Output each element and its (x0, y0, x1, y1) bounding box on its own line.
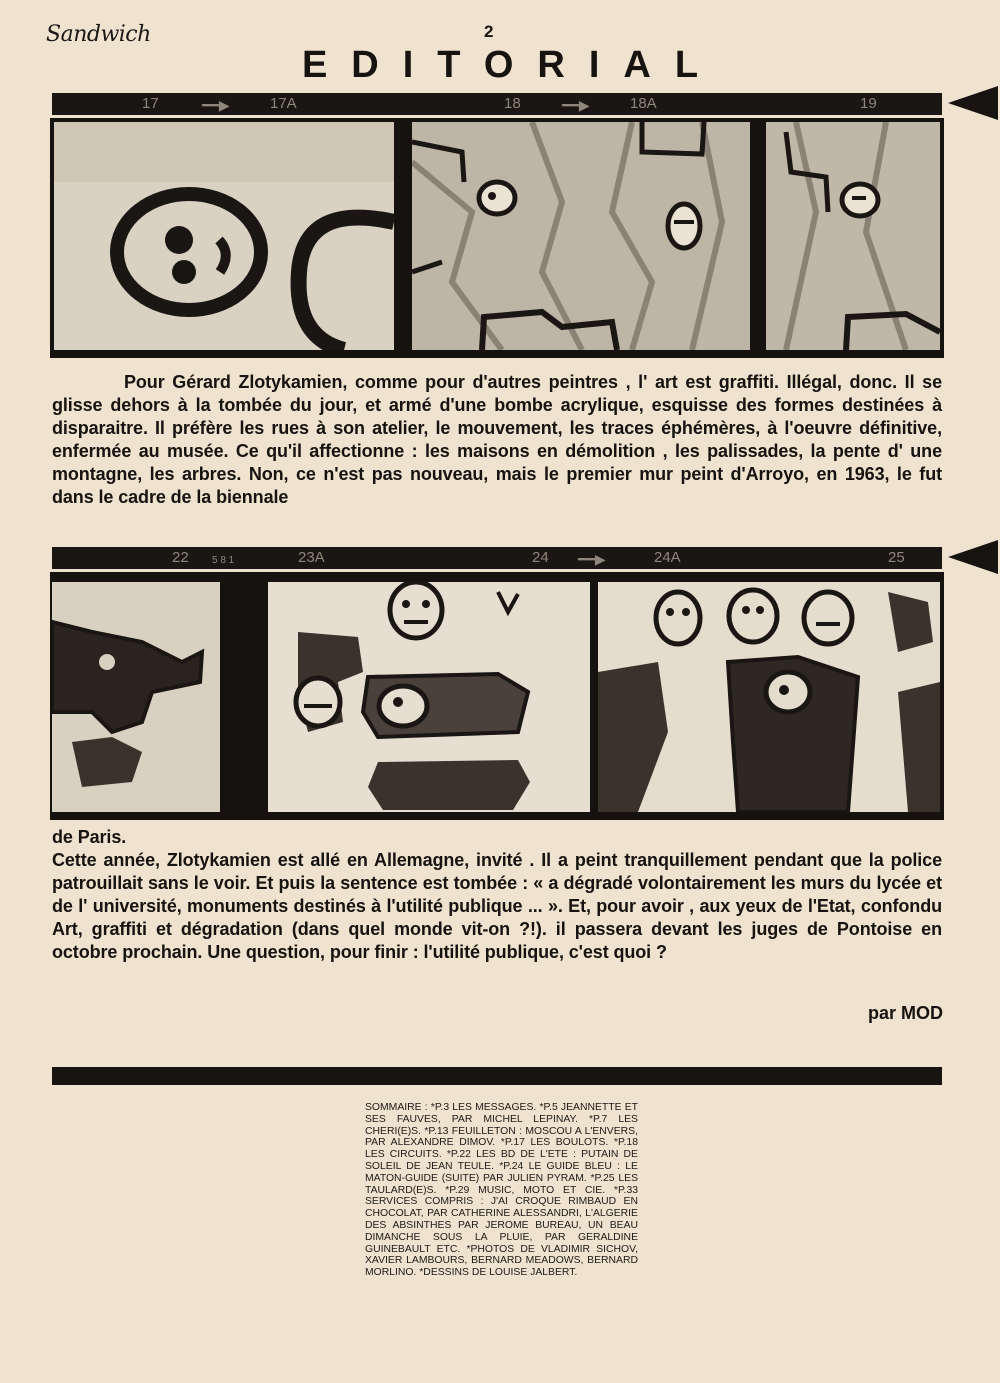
frame-number: 17A (270, 95, 297, 112)
photo-frame-graffiti-faces (268, 582, 590, 812)
article-paragraph-2 (52, 849, 942, 964)
page-title: EDITORIAL (301, 44, 723, 86)
page-number: 2 (484, 22, 494, 41)
photo-frame-graffiti-faces-2 (598, 582, 940, 812)
frame-number: 25 (888, 549, 905, 566)
frame-number: 24 (532, 549, 549, 566)
photo-frame-tree-wall (412, 122, 750, 350)
photo-frame-graffiti-face (54, 122, 394, 350)
magazine-logo: Sandwich (46, 22, 151, 47)
frame-number: 22 (172, 549, 189, 566)
bottom-black-rule (52, 1067, 942, 1085)
article-text: Pour Gérard Zlotykamien, comme pour d'autres peintres , l' art est graffiti. Illégal, donc. Il se glisse dehors à la tombée du jour, et armé d'une bombe acrylique, esquisse des formes destinées à disparaitre. Il préfère les rues à son atelier, le mouvement, les traces éphémères, à l'oeuvre définitive, enfermée au musée. Ce qu'il affectionne : les maisons en démolition , les palissades, la pente d' une montagne, les arbres. Non, ce n'est pas nouveau, mais le premier mur peint d'Arroyo, en 1963, le fut dans le cadre de la biennale (52, 372, 942, 507)
film-strip-top-edge (52, 93, 942, 115)
photo-strip-top (50, 118, 944, 358)
film-edge-marker-icon (948, 86, 998, 120)
frame-number: 24A (654, 549, 681, 566)
film-arrow-icon: ━━▶ (202, 97, 230, 113)
photo-strip-middle (50, 572, 944, 820)
film-edge-marker-icon (948, 540, 998, 574)
frame-number: 18A (630, 95, 657, 112)
article-text: Cette année, Zlotykamien est allé en Allemagne, invité . Il a peint tranquillement pendant que la police patrouillait sans le voir. Et puis la sentence est tombée : « a dégradé volontairement les murs du lycée et de l' université, monuments destinés à l'utilité publique ... ». Et, pour avoir , aux yeux de l'Etat, confondu Art, graffiti et dégradation (dans quel monde vit-on ?!). il passera devant les juges de Pontoise en octobre prochain. Une question, pour finir : l'utilité publique, c'est quoi ? (52, 850, 942, 962)
film-strip-middle-edge (52, 547, 942, 569)
frame-number: 17 (142, 95, 159, 112)
photo-frame-tree-wall-2 (766, 122, 940, 350)
film-arrow-icon: ━━▶ (578, 551, 606, 567)
frame-number: 18 (504, 95, 521, 112)
photo-frame-graffiti-shapes (52, 582, 220, 812)
article-text: de Paris. (52, 827, 127, 847)
film-edge-code: 5 8 1 (212, 555, 235, 566)
article-continuation (52, 826, 942, 849)
table-of-contents: SOMMAIRE : *P.3 LES MESSAGES. *P.5 JEANNETTE ET SES FAUVES, PAR MICHEL LEPINAY. *P.7 LES CHERI(E)S. *P.13 FEUILLETON : MOSCOU A L'ENVERS, PAR ALEXANDRE DIMOV. *P.17 LES BOULOTS. *P.18 LES CIRCUITS. *P.22 LES BD DE L'ETE : PUTAIN DE SOLEIL DE JEAN TEULE. *P.24 LE GUIDE BLEU : LE MATON-GUIDE (SUITE) PAR JULIEN PYRAM. *P.25 LES TAULARD(E)S. *P.29 MUSIC, MOTO ET CIE. *P.33 SERVICES COMPRIS : J'AI CROQUE RIMBAUD EN CHOCOLAT, PAR CATHERINE ALESSANDRI, L'ALGERIE DES ABSINTHES PAR JEROME BUREAU, UN BEAU DIMANCHE SOUS LA PLUIE, PAR GERALDINE GUINEBAULT ETC. *PHOTOS DE VLADIMIR SICHOV, XAVIER LAMBOURS, BERNARD MEADOWS, BERNARD MORLINO. *DESSINS DE LOUISE JALBERT. (365, 1102, 638, 1279)
frame-number: 23A (298, 549, 325, 566)
frame-number: 19 (860, 95, 877, 112)
article-paragraph-1 (52, 371, 942, 509)
film-arrow-icon: ━━▶ (562, 97, 590, 113)
author-signature: par MOD (867, 1003, 943, 1023)
